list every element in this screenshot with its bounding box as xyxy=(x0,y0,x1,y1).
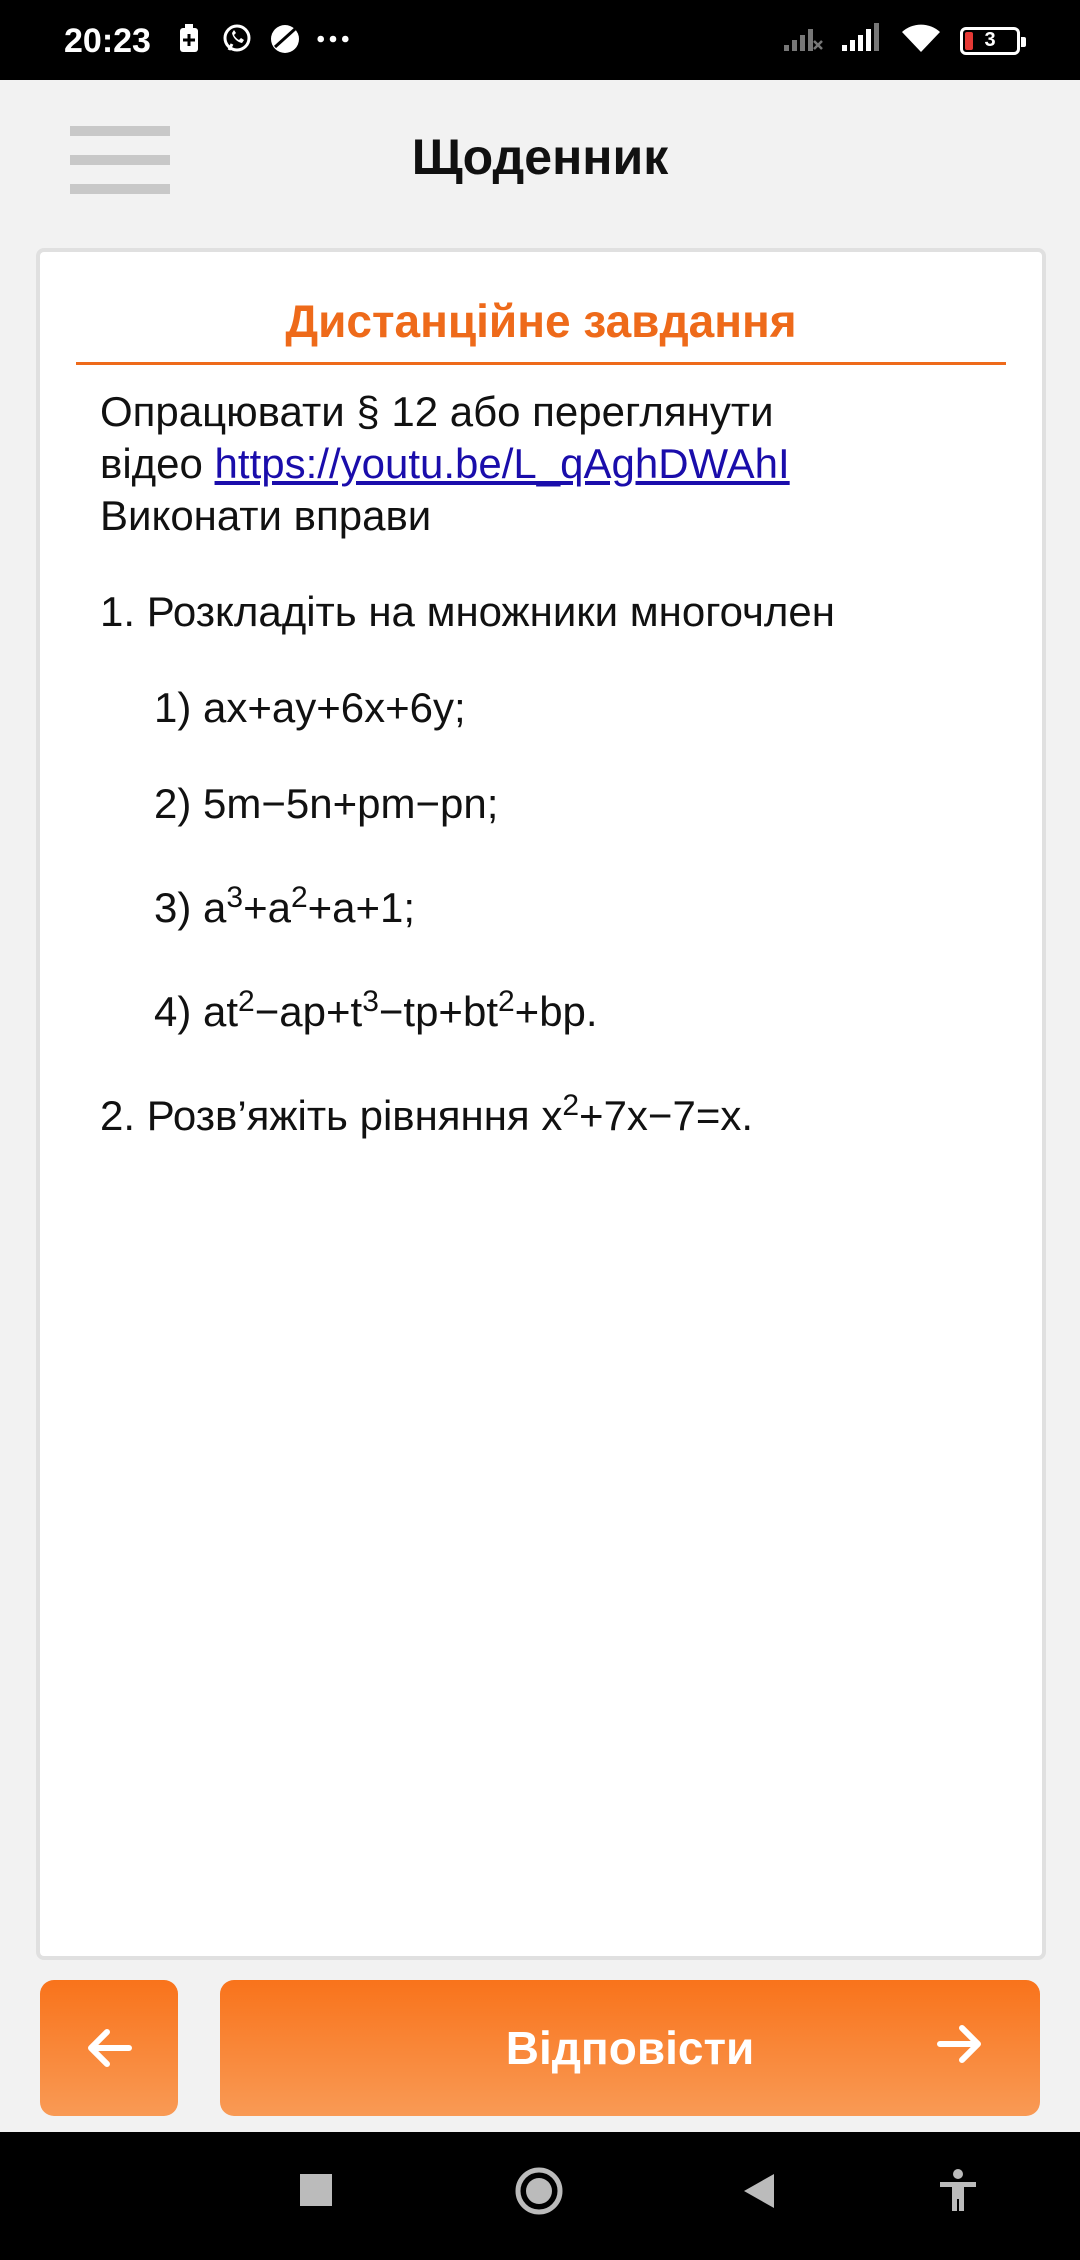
task-1-heading: 1. Розкладіть на множники многочлен xyxy=(100,588,835,635)
signal-sim2-icon xyxy=(842,23,882,58)
battery-saver-icon xyxy=(172,22,206,56)
task-2: 2. Розв’яжіть рівняння $x^2+7x-7=x$. xyxy=(100,1089,754,1139)
assignment-title: Дистанційне завдання xyxy=(285,295,797,347)
title-divider xyxy=(76,362,1006,365)
wifi-icon xyxy=(900,22,942,59)
recents-icon[interactable] xyxy=(298,2172,334,2208)
answer-button[interactable] xyxy=(220,1980,1040,2116)
intro-line: Опрацювати § 12 або переглянути xyxy=(100,388,774,435)
status-bar xyxy=(0,0,1080,80)
app-circle-icon xyxy=(268,22,302,56)
more-notifications-icon xyxy=(316,22,350,56)
video-link[interactable]: https://youtu.be/L_qAghDWAhI xyxy=(214,440,790,487)
task-1-item-4: 4) $at^2-ap+t^3-tp+bt^2+bp$. xyxy=(154,985,598,1035)
answer-button-label: Відповісти xyxy=(505,2022,755,2074)
assignment-card xyxy=(36,248,1046,1960)
viber-icon xyxy=(220,22,254,56)
battery-icon: 3 xyxy=(960,27,1020,55)
home-icon[interactable] xyxy=(514,2166,564,2216)
task-1-item-2: 2) 5m−5n+pm−pn; xyxy=(154,780,499,827)
system-icons xyxy=(784,22,1020,59)
task-1-item-1: 1) ax+ay+6x+6y; xyxy=(154,684,466,731)
assignment-content xyxy=(100,386,982,1142)
intro-exercises-line: Виконати вправи xyxy=(100,492,432,539)
task-1-item-3: 3) $a^3+a^2+a+1$; xyxy=(154,881,416,931)
arrow-left-icon xyxy=(85,2028,133,2068)
intro-video-prefix: відео xyxy=(100,440,215,487)
page-title: Щоденник xyxy=(411,129,669,185)
system-nav-bar xyxy=(0,2132,1080,2260)
app-header xyxy=(0,80,1080,240)
accessibility-icon[interactable] xyxy=(938,2168,978,2212)
status-time: 20:23 xyxy=(64,22,151,60)
signal-sim1-icon xyxy=(784,23,824,58)
arrow-right-icon xyxy=(936,2024,984,2064)
back-nav-icon[interactable] xyxy=(742,2172,776,2210)
notification-icons xyxy=(172,22,350,56)
back-button[interactable] xyxy=(40,1980,178,2116)
intro-video-line xyxy=(100,438,982,490)
